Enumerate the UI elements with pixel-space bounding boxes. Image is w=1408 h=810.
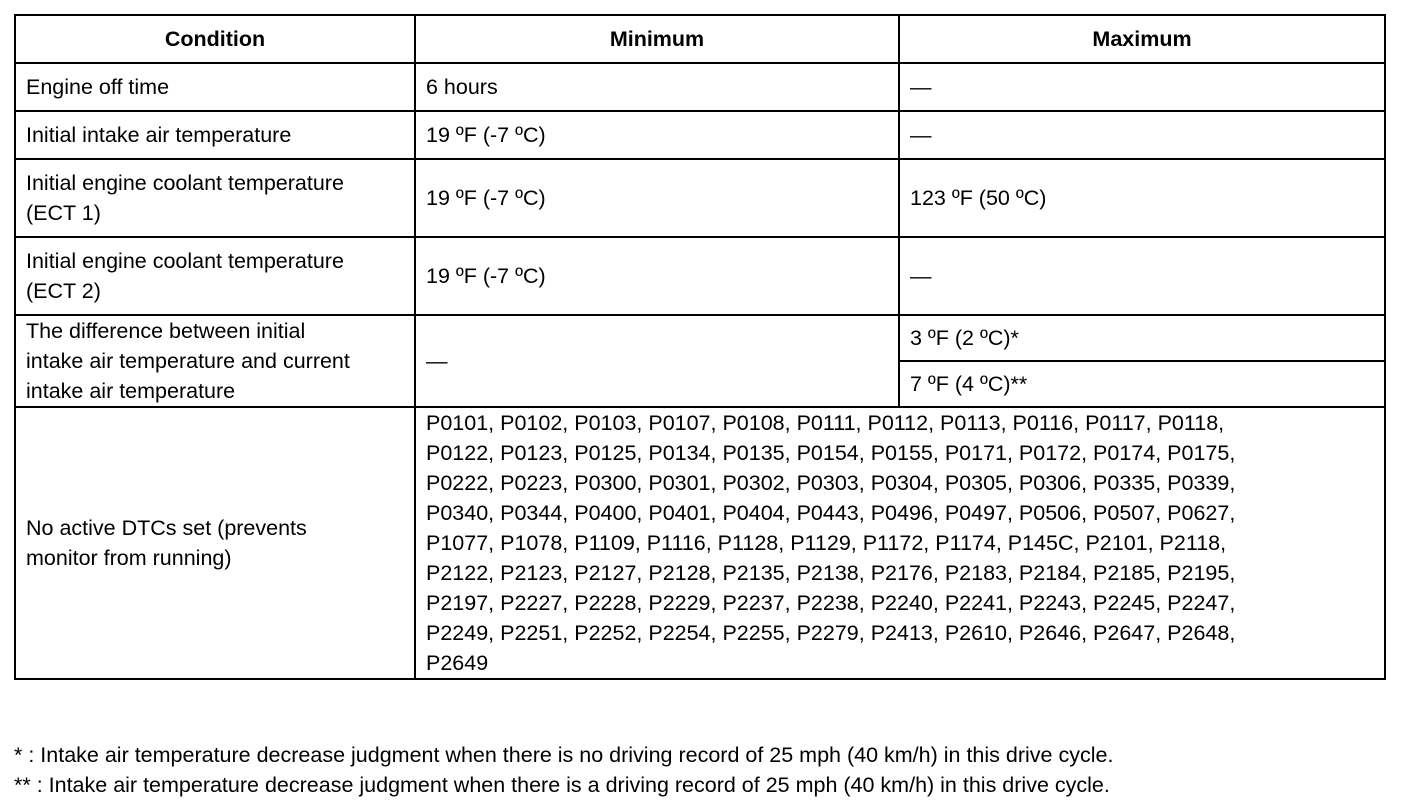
condition-line: (ECT 2) [26, 279, 101, 303]
minimum-cell: 19 ºF (-7 ºC) [415, 111, 899, 159]
minimum-cell: 19 ºF (-7 ºC) [415, 237, 899, 315]
header-minimum: Minimum [415, 15, 899, 63]
condition-cell [15, 237, 415, 315]
table-row [15, 237, 1385, 315]
minimum-cell: 19 ºF (-7 ºC) [415, 159, 899, 237]
table-row [15, 159, 1385, 237]
condition-cell [15, 407, 415, 679]
table-row [15, 111, 1385, 159]
condition-cell: Engine off time [15, 63, 415, 111]
maximum-cell: — [899, 237, 1385, 315]
dtc-line: P0122, P0123, P0125, P0134, P0135, P0154, P0155, P0171, P0172, P0174, P0175, [426, 441, 1236, 465]
table-row [15, 315, 1385, 361]
dtc-line: P2649 [426, 651, 489, 675]
condition-line: monitor from running) [26, 546, 232, 570]
condition-line: (ECT 1) [26, 201, 101, 225]
dtc-line: P2197, P2227, P2228, P2229, P2237, P2238, P2240, P2241, P2243, P2245, P2247, [426, 591, 1236, 615]
condition-line: No active DTCs set (prevents [26, 516, 307, 540]
condition-line: Initial engine coolant temperature [26, 249, 344, 273]
dtc-line: P1077, P1078, P1109, P1116, P1128, P1129, P1172, P1174, P145C, P2101, P2118, [426, 531, 1227, 555]
footnotes [14, 740, 1404, 800]
maximum-cell: 7 ºF (4 ºC)** [899, 361, 1385, 407]
condition-line: intake air temperature [26, 379, 236, 403]
condition-line: intake air temperature and current [26, 349, 350, 373]
condition-cell: Initial intake air temperature [15, 111, 415, 159]
maximum-cell: 3 ºF (2 ºC)* [899, 315, 1385, 361]
table-row [15, 63, 1385, 111]
minimum-cell: 6 hours [415, 63, 899, 111]
minimum-cell: — [415, 315, 899, 407]
header-condition: Condition [15, 15, 415, 63]
footnote-single-asterisk: * : Intake air temperature decrease judgment when there is no driving record of 25 mph (40 km/h) in this drive cycle. [14, 743, 1114, 767]
header-maximum: Maximum [899, 15, 1385, 63]
header-row [15, 15, 1385, 63]
maximum-cell: 123 ºF (50 ºC) [899, 159, 1385, 237]
footnote-double-asterisk: ** : Intake air temperature decrease judgment when there is a driving record of 25 mph (40 km/h) in this drive cycle. [14, 773, 1110, 797]
dtc-line: P0222, P0223, P0300, P0301, P0302, P0303, P0304, P0305, P0306, P0335, P0339, [426, 471, 1236, 495]
condition-cell [15, 159, 415, 237]
condition-cell [15, 315, 415, 407]
dtc-line: P0101, P0102, P0103, P0107, P0108, P0111, P0112, P0113, P0116, P0117, P0118, [426, 411, 1225, 435]
condition-line: Initial engine coolant temperature [26, 171, 344, 195]
dtc-line: P0340, P0344, P0400, P0401, P0404, P0443, P0496, P0497, P0506, P0507, P0627, [426, 501, 1236, 525]
table-row [15, 407, 1385, 679]
dtc-line: P2122, P2123, P2127, P2128, P2135, P2138, P2176, P2183, P2184, P2185, P2195, [426, 561, 1236, 585]
condition-line: The difference between initial [26, 319, 306, 343]
maximum-cell: — [899, 63, 1385, 111]
maximum-cell: — [899, 111, 1385, 159]
dtc-line: P2249, P2251, P2252, P2254, P2255, P2279, P2413, P2610, P2646, P2647, P2648, [426, 621, 1236, 645]
dtc-list-cell [415, 407, 1385, 679]
conditions-table [14, 14, 1386, 680]
